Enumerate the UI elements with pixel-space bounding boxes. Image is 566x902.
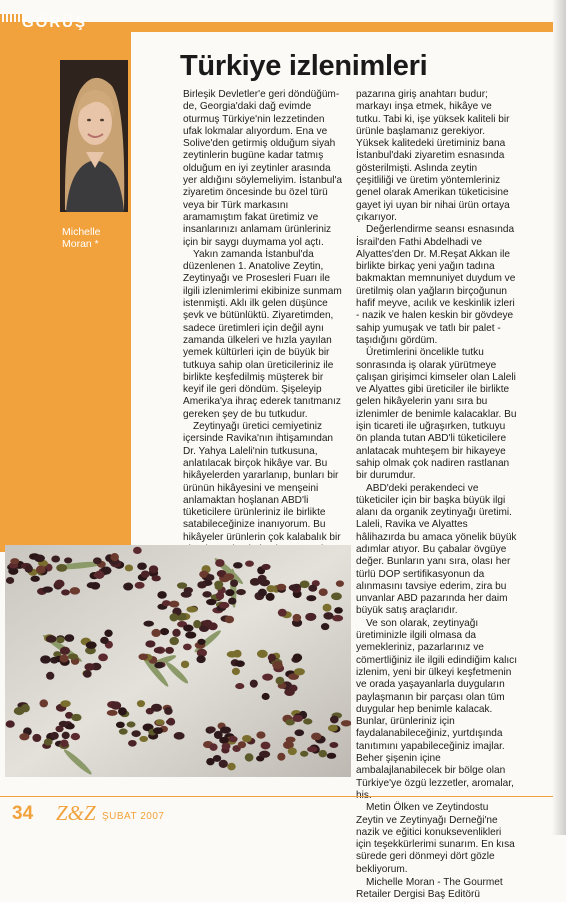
olive bbox=[225, 589, 234, 596]
olive bbox=[155, 719, 164, 725]
olive bbox=[174, 732, 185, 740]
olive bbox=[169, 637, 179, 645]
olive bbox=[34, 554, 45, 562]
olive bbox=[139, 736, 148, 742]
olive bbox=[128, 740, 137, 747]
author-last-name: Moran * bbox=[62, 238, 99, 250]
author-name bbox=[62, 226, 101, 250]
olive bbox=[235, 660, 245, 667]
olive bbox=[10, 558, 19, 564]
olive bbox=[60, 654, 69, 662]
olive bbox=[32, 734, 41, 742]
article-column-right bbox=[356, 89, 517, 902]
olive bbox=[98, 653, 108, 661]
olive bbox=[177, 582, 187, 588]
olive bbox=[288, 747, 297, 755]
olive bbox=[233, 650, 242, 658]
olive bbox=[323, 604, 332, 612]
olive bbox=[230, 579, 238, 586]
olive bbox=[46, 635, 57, 643]
olive bbox=[87, 582, 97, 588]
olive bbox=[258, 589, 267, 597]
olive bbox=[311, 733, 321, 741]
olive bbox=[209, 743, 217, 751]
olive bbox=[257, 650, 268, 658]
olive bbox=[219, 602, 229, 609]
author-portrait bbox=[60, 60, 128, 212]
olive bbox=[133, 547, 142, 554]
olive bbox=[332, 615, 343, 622]
olive bbox=[262, 674, 273, 681]
olive bbox=[185, 631, 196, 638]
olive bbox=[183, 644, 192, 651]
olive bbox=[151, 629, 160, 637]
section-tag-pattern bbox=[0, 14, 22, 28]
olive bbox=[54, 580, 64, 588]
olive bbox=[215, 583, 223, 590]
paragraph: Metin Ölken ve Zeytindostu Zeytin ve Zeytinyağı Derneği'ne nazik ve eğitici konuksevenlikleri için teşekkürlerimi sunarım. En kısa sürede geri dönmeyi dört gözle bekliyorum. bbox=[356, 802, 515, 875]
olive bbox=[303, 718, 312, 724]
olive bbox=[160, 628, 169, 635]
olive bbox=[233, 562, 242, 568]
olive bbox=[51, 555, 60, 562]
olive bbox=[36, 566, 46, 574]
olive bbox=[40, 655, 51, 663]
olive bbox=[151, 704, 162, 712]
olive bbox=[30, 576, 39, 582]
olive bbox=[6, 720, 15, 727]
olive bbox=[141, 570, 150, 577]
olive bbox=[220, 726, 231, 733]
page-edge-shadow bbox=[552, 0, 566, 835]
olive bbox=[61, 589, 70, 595]
olive bbox=[289, 584, 299, 590]
olive bbox=[228, 597, 236, 604]
olive bbox=[250, 680, 258, 688]
olive bbox=[202, 591, 211, 597]
olive bbox=[157, 591, 166, 599]
olive bbox=[236, 589, 246, 595]
paragraph: pazarına giriş anahtarı budur; markayı inşa etmek, hikâye ve tutku. Tabi ki, işe yüksek kaliteli bir ürünle başlamanız gerekiyor. Yüksek kalitedeki üretiminiz bana İstanbul'daki ziyaretim esnasında gösterilmişti. Aslında zeytin çeşitliliği ve üretim yöntemleriniz genel olarak Amerikan tüketicisine gayet iyi uyan bir nihai ürün ortaya çıkarıyor. bbox=[356, 89, 510, 223]
olive bbox=[64, 557, 72, 563]
olive bbox=[207, 726, 216, 733]
olive bbox=[261, 564, 270, 570]
olive bbox=[118, 707, 127, 715]
footer-rule bbox=[0, 796, 553, 797]
olive bbox=[219, 737, 229, 744]
olive bbox=[138, 653, 148, 660]
olive bbox=[19, 733, 29, 740]
olive bbox=[321, 623, 329, 630]
olive bbox=[125, 564, 133, 571]
olive bbox=[64, 634, 74, 642]
olive bbox=[276, 584, 286, 591]
olive bbox=[293, 654, 303, 662]
olive bbox=[319, 588, 328, 596]
author-portrait-image bbox=[60, 60, 128, 212]
olive bbox=[318, 750, 327, 757]
olive bbox=[225, 616, 234, 624]
olive bbox=[266, 593, 275, 601]
olive bbox=[197, 581, 206, 588]
olive bbox=[44, 739, 53, 746]
olive bbox=[25, 565, 33, 573]
olive bbox=[153, 727, 163, 734]
magazine-logo: Z&Z bbox=[56, 801, 96, 825]
olive bbox=[293, 614, 302, 622]
olive bbox=[135, 582, 145, 589]
olive bbox=[305, 613, 316, 621]
olive bbox=[94, 571, 104, 579]
paragraph: ABD'deki perakendeci ve tüketiciler için bir başka büyük ilgi alanı da organik zeytinyağı üretimi. Laleli, Ravika ve Alyattes hâlihazırda bu amaca yönelik büyük adımlar atıyor. Bu çabalar övgüye değer. Bunların yanı sıra, olası her türlü DOP sertifikasyonun da alınmasını tavsiye ederim, zira bu unvanlar ABD pazarında her daim büyük satış araçlarıdır. bbox=[356, 482, 517, 617]
olive bbox=[300, 580, 310, 588]
olive bbox=[215, 559, 224, 567]
olive bbox=[110, 553, 119, 561]
olive bbox=[331, 593, 342, 601]
olive bbox=[261, 742, 271, 750]
olive bbox=[256, 731, 265, 738]
olive bbox=[235, 683, 244, 689]
olive bbox=[292, 715, 302, 722]
olive bbox=[84, 663, 94, 671]
olive bbox=[206, 574, 214, 581]
olive bbox=[119, 728, 128, 734]
olive bbox=[39, 699, 48, 707]
olive bbox=[137, 700, 145, 707]
olives-photo bbox=[5, 545, 351, 777]
olive bbox=[206, 599, 216, 605]
olive bbox=[232, 668, 240, 675]
olive bbox=[228, 736, 237, 742]
olive bbox=[222, 743, 231, 750]
olive bbox=[289, 685, 297, 692]
page-number: 34 bbox=[12, 803, 34, 824]
olive bbox=[341, 720, 351, 726]
olive bbox=[60, 647, 70, 655]
olive bbox=[300, 751, 308, 757]
olive bbox=[238, 741, 246, 748]
section-tag: GÖRÜŞ bbox=[22, 14, 88, 31]
olive bbox=[56, 564, 67, 572]
olive bbox=[164, 707, 173, 715]
olive bbox=[277, 753, 285, 761]
olive bbox=[245, 753, 254, 761]
paragraph: Üretimlerini öncelikle tutku sonrasında iş olarak yürütmeye çalışan girişimci kimseler olan Laleli ve Alyattes gibi üreticiler ile birlikte gelen hikâyelerin yanı sıra bu izlenimler de benimle kalacaklar. Bu işin ticareti ile uğraşırken, tutkuyu ön planda tutan ABD'li tüketicilere anlatacak muhteşem bir hikayeye sahip olmak çok nadiren rastlanan bir durumdur. bbox=[356, 347, 517, 482]
olive bbox=[308, 585, 317, 592]
olive bbox=[294, 729, 304, 736]
olive bbox=[71, 733, 80, 740]
olive bbox=[181, 591, 192, 597]
paragraph: Yakın zamanda İstanbul'da düzenlenen 1. Anatolive Zeytin, Zeytinyağı ve Prosesleri Fuarı ile ilgili izlenimlerimi ekibinize sunmam istenmişti. Aklı ilk gelen düşünce şevk ve bütünlüktü. Ziyaretimden, sadece üretimleri için değil aynı zamanda ülkeleri ve hızla yayılan yemek kültürleri için de büyük bir tutkuya sahip olan üreticileriniz ile birlikte keşfedilmiş müşterek bir keyif ile geri döndüm. Şişeleyip Amerika'ya ihraç ederek tanıtmanız gereken şey de bu tutkudur. bbox=[183, 248, 342, 420]
olive bbox=[100, 637, 109, 644]
olive bbox=[60, 700, 70, 707]
olive bbox=[42, 586, 53, 592]
olive bbox=[224, 573, 235, 580]
olive bbox=[62, 732, 70, 740]
olive bbox=[259, 751, 270, 758]
olives-photo-image bbox=[5, 545, 351, 777]
olive bbox=[104, 629, 112, 637]
olive bbox=[154, 662, 163, 668]
olive bbox=[93, 557, 102, 564]
olive bbox=[68, 653, 78, 659]
olive bbox=[307, 746, 317, 752]
author-first-name: Michelle bbox=[62, 226, 101, 238]
article-column-left bbox=[183, 89, 344, 605]
olive bbox=[50, 732, 59, 740]
olive bbox=[245, 560, 254, 566]
olive bbox=[60, 739, 68, 747]
paragraph: Değerlendirme seansı esnasında İsrail'den Fathi Abdelhadi ve Alyattes'den Dr. M.Reşat Akkan ile birlikte birkaç yeni yağın tadına bakmaktan memnuniyet duydum ve üretilmiş olan yağların birçoğunun hafif meyve, acılık ve keskinlik izleri - nazik ve halen keskin bir gövdeye sahip yumuşak ve tatlı bir palet - taşıdığını gördüm. bbox=[356, 224, 516, 346]
olive bbox=[216, 592, 224, 600]
olive bbox=[328, 725, 338, 732]
olive bbox=[127, 721, 136, 727]
olive bbox=[21, 704, 30, 712]
olive bbox=[149, 565, 158, 573]
paragraph: Ve son olarak, zeytinyağı üretiminizle ilgili olmasa da yemekleriniz, pazarlarınız ve cömertliğiniz ile ilgili edindiğim kalıcı izlenim, yeni bir ülkeyi keşfetmenin ve orada yaşayanlarla duyguların paylaşmanın bir parçası olan tüm duygular hep benimle kalacak. Bunlar, ürünleriniz için faydalanabileceğiniz, yurtdışında tanıtımını yapabileceğiniz imajlar. Beher şişenin içine ambalajlanabilecek bir bölge olan Türkiye'ye özgü lezzetler, aromalar, his. bbox=[356, 617, 517, 801]
olive bbox=[183, 625, 193, 632]
olive bbox=[278, 609, 287, 617]
olive bbox=[70, 587, 80, 595]
top-accent-rule bbox=[131, 22, 553, 32]
olive bbox=[169, 601, 179, 608]
olive bbox=[227, 763, 235, 771]
paragraph: Zeytinyağı üretici cemiyetiniz içersinde Ravika'nın ihtişamından Dr. Yahya Laleli'nin tutkusuna, anlatılacak birçok hikâye var. Bu hikâyelerden yararlanıp, bunları bir ürünün hikâyesini ve menşeini anlamaktan hoşlanan ABD'li tüketicilere ürünleriniz ile birlikte satabileceğinize inanıyorum. Bu hikâyeler ürünlerin çok kalabalık bir bbox=[183, 421, 341, 543]
signature: Michelle Moran - The Gourmet Retailer Dergisi Baş Editörü bbox=[356, 877, 503, 901]
olive bbox=[154, 647, 162, 653]
olive bbox=[334, 607, 343, 614]
olive bbox=[267, 585, 276, 592]
olive bbox=[272, 661, 283, 669]
olive bbox=[123, 583, 133, 591]
olive bbox=[330, 716, 339, 724]
olive bbox=[186, 606, 197, 612]
olive bbox=[59, 721, 69, 727]
olive bbox=[46, 672, 54, 680]
olive bbox=[336, 580, 344, 587]
olive bbox=[181, 661, 189, 669]
olive bbox=[306, 595, 316, 601]
olive bbox=[165, 647, 174, 654]
olive bbox=[196, 655, 205, 663]
olive bbox=[206, 758, 214, 765]
olive bbox=[166, 719, 175, 725]
olive bbox=[86, 641, 97, 649]
article-title: Türkiye izlenimleri bbox=[180, 50, 428, 82]
olive bbox=[193, 620, 201, 628]
olive bbox=[143, 621, 154, 627]
olive bbox=[294, 668, 305, 675]
olive bbox=[242, 735, 252, 742]
olive bbox=[172, 629, 180, 637]
olive bbox=[329, 742, 338, 748]
olive bbox=[131, 730, 140, 737]
olive bbox=[170, 613, 179, 621]
olive bbox=[197, 639, 205, 645]
olive bbox=[162, 600, 171, 606]
olive bbox=[276, 677, 285, 685]
olive bbox=[116, 722, 125, 728]
issue-date: ŞUBAT 2007 bbox=[102, 811, 165, 822]
olive bbox=[250, 578, 260, 586]
olive bbox=[262, 693, 270, 700]
paragraph: Birleşik Devletler'e geri döndüğüm-de, Georgia'daki dağ evimde oturmuş Türkiye'nin lezzetinden ufak lokmalar alıyordum. Ena ve Solive'den getirmiş olduğum siyah zeytinlerin bugüne kadar tatmış olduğum en iyi zeytinler arasında yer aldığını söylemeliyim. İstanbul'a ziyaretim öncesinde bu özel türü veya bir Türk markasını aramamıştım fakat üretimiz ve insanlarınızı anlamam ürünleriniz için bir saygı duymama yol açtı. bbox=[183, 89, 343, 248]
olive bbox=[83, 670, 92, 678]
olive bbox=[208, 622, 218, 630]
olive bbox=[6, 577, 14, 584]
olive bbox=[137, 562, 147, 569]
olive bbox=[71, 714, 81, 721]
olive bbox=[107, 710, 118, 716]
olive bbox=[152, 575, 161, 581]
olive bbox=[145, 640, 155, 647]
olive bbox=[268, 654, 276, 662]
olive bbox=[323, 612, 333, 619]
olive bbox=[56, 637, 64, 644]
olive bbox=[327, 753, 337, 759]
olive bbox=[219, 760, 228, 768]
